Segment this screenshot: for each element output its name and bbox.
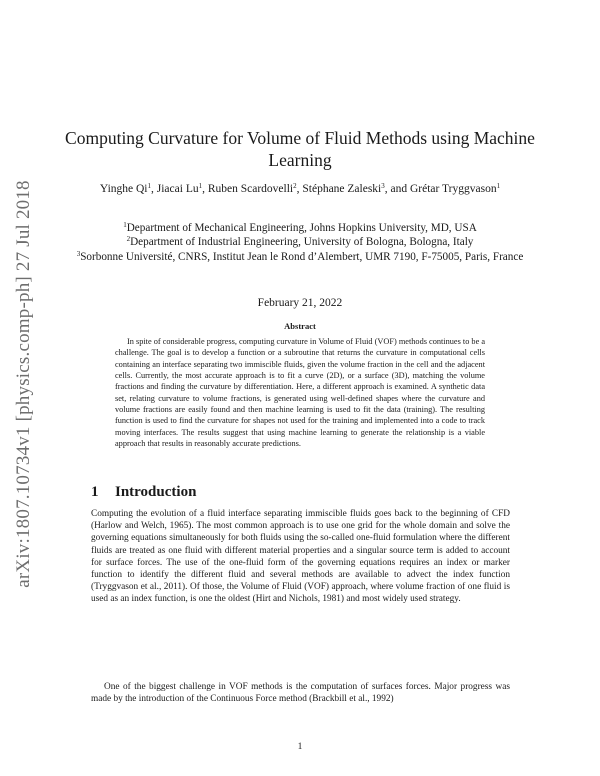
author-separator: , and: [384, 183, 410, 195]
author-affiliation-mark: 3: [381, 182, 385, 190]
author-list: [60, 181, 540, 197]
section-heading: [91, 484, 196, 501]
author-separator: ,: [296, 183, 303, 195]
affiliation-list: [60, 221, 540, 264]
affiliation: [60, 235, 540, 249]
author: Grétar Tryggvason: [410, 183, 497, 195]
author: Jiacai Lu: [156, 183, 199, 195]
author-separator: ,: [151, 183, 157, 195]
author-affiliation-mark: 1: [198, 182, 203, 190]
body-paragraph: Computing the evolution of a fluid interface separating immiscible fluids goes back to the beginning of CFD (Harlow and Welch, 1965). The most common approach is to use one grid for the whole domain and solve the governing equations simultaneously for both fluids using the so-called one-fluid formulation where the different fluids are treated as one fluid with different material properties and a singular source term is added to account for surface forces. The use of the one-fluid form of the governing equations requires an index or marker function to identify the different fluid and several methods are available to advect the index function (Tryggvason et al., 2011). Of those, the Volume of Fluid (VOF) approach, where volume fraction of one fluid is used as an index function, is one the oldest (Hirt and Nichols, 1981) and most widely used strategy.: [91, 509, 510, 605]
body-paragraph: One of the biggest challenge in VOF methods is the computation of surfaces forces. Major progress was made by the introduction of the Continuous Force method (Brackbill et al., 1992): [91, 682, 510, 705]
affiliation-text: Department of Industrial Engineering, University of Bologna, Bologna, Italy: [130, 236, 474, 249]
author-separator: ,: [202, 183, 208, 195]
affiliation-text: Department of Mechanical Engineering, Johns Hopkins University, MD, USA: [126, 222, 477, 234]
affiliation-mark: 2: [126, 235, 131, 244]
affiliation-mark: 1: [123, 221, 127, 229]
section-title: Introduction: [115, 484, 197, 500]
affiliation-text: Sorbonne Université, CNRS, Institut Jean le Rond d’Alembert, UMR 7190, F-75005, Paris, France: [80, 250, 524, 263]
author: Ruben Scardovelli: [207, 183, 294, 195]
arxiv-sidebar-stamp: [4, 174, 44, 594]
abstract-text: In spite of considerable progress, computing curvature in Volume of Fluid (VOF) methods continues to be a challenge. The goal is to develop a function or a subroutine that returns the curvature in computational cells containing an interface separating two immiscible fluids, given the volume fraction in the cell and the adjacent cells. Currently, the most accurate approach is to fit a curve (2D), or a surface (3D), matching the volume fractions and finding the curvature by differentiation. Here, a different approach is examined. A synthetic data set, relating curvature to volume fractions, is generated using well-defined shapes where the curvature and volume fractions are easily found and then machine learning is used to fit the data (training). The resulting function is used to find the curvature for shapes not used for the training and implemented into a code to track moving interfaces. The results suggest that using machine learning to generate the relationship is a viable approach that results in reasonably accurate predictions.: [115, 337, 486, 449]
affiliation: [60, 250, 540, 264]
author: Yinghe Qi: [99, 183, 148, 195]
paper-date: February 21, 2022: [257, 297, 343, 309]
author-affiliation-mark: 1: [496, 182, 501, 190]
author: Stéphane Zaleski: [302, 183, 382, 195]
arxiv-identifier: arXiv:1807.10734v1 [physics.comp-ph] 27 Jul 2018: [13, 180, 35, 588]
page-number: 1: [297, 742, 303, 752]
affiliation: [60, 221, 540, 235]
abstract-heading: Abstract: [284, 321, 316, 331]
author-affiliation-mark: 1: [147, 182, 152, 190]
section-number: 1: [91, 484, 99, 500]
paper-title: Computing Curvature for Volume of Fluid Methods using Machine Learning: [65, 128, 535, 170]
author-affiliation-mark: 2: [293, 182, 297, 190]
affiliation-mark: 3: [76, 249, 81, 258]
